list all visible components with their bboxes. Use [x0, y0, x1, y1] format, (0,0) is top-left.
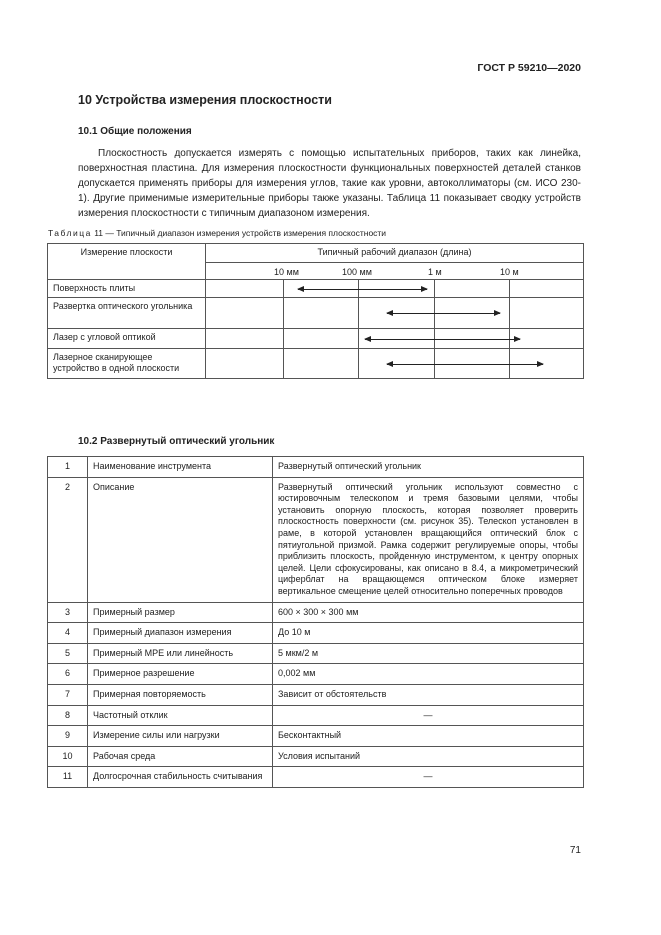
range-cell	[206, 280, 584, 298]
range-row-label: Лазерное сканирующее устройство в одной плоскости	[48, 349, 206, 379]
row-value: Бесконтактный	[273, 726, 584, 747]
table-caption-word: Таблица	[48, 228, 92, 238]
row-value: Зависит от обстоятельств	[273, 684, 584, 705]
row-value: Условия испытаний	[273, 746, 584, 767]
body-paragraph: Плоскостность допускается измерять с помощью испытательных приборов, таких как линейка, поверхностная пластина. Для измерения плоскостности функциональных поверхностей деталей станков допускается применять приборы для измерения углов, такие как уровни, автоколлиматоры (см. ИСО 230-1). Другие применимые измерительные приборы также указаны. Таблица 11 показывает сводку устройств измерения плоскостности с типичным диапазоном измерения.	[78, 148, 581, 219]
row-value: 0,002 мм	[273, 664, 584, 685]
row-number: 6	[48, 664, 88, 685]
row-number: 4	[48, 623, 88, 644]
row-value: Развернутый оптический угольник	[273, 457, 584, 478]
row-number: 8	[48, 705, 88, 726]
range-cell	[206, 349, 584, 379]
range-arrow	[365, 339, 520, 340]
page-number: 71	[569, 845, 581, 856]
range-arrow	[387, 364, 543, 365]
row-key: Наименование инструмента	[88, 457, 273, 478]
row-key: Измерение силы или нагрузки	[88, 726, 273, 747]
range-scale	[206, 263, 584, 280]
range-arrow	[298, 289, 427, 290]
row-value: Развернутый оптический угольник используют совместно с юстировочным телескопом и тремя базовыми целями, чтобы установить опорную плоскость, которая позволяет проверить плоскостность поверхности (см. рисунок 35). Телескоп установлен в раме, в которой установлен вращающийся оптический блок с пятиугольной призмой. Рамка содержит регулируемые опоры, чтобы приблизить плоскость, пройденную инструментом, к центру опорных целей. Цели сфокусированы, как описано в 8.4, а микрометрический циферблат на вращающемся оптическом блоке измеряет вертикальное смещение целей относительно поперечных проводов	[273, 477, 584, 602]
row-value: —	[273, 767, 584, 788]
row-number: 10	[48, 746, 88, 767]
row-number: 9	[48, 726, 88, 747]
row-key: Описание	[88, 477, 273, 602]
range-row-label: Поверхность плиты	[48, 280, 206, 298]
row-key: Примерный МРЕ или линейность	[88, 643, 273, 664]
instrument-table	[47, 456, 584, 788]
range-cell	[206, 329, 584, 349]
subsection-title: 10.2 Развернутый оптический угольник	[78, 436, 275, 447]
range-row-label: Развертка оптического угольника	[48, 298, 206, 329]
range-row-label: Лазер с угловой оптикой	[48, 329, 206, 349]
table-caption-text: 11 — Типичный диапазон измерения устройств измерения плоскостности	[91, 228, 387, 238]
row-key: Долгосрочная стабильность считывания	[88, 767, 273, 788]
row-key: Рабочая среда	[88, 746, 273, 767]
scale-tick: 10 мм	[274, 267, 299, 277]
row-key: Примерное разрешение	[88, 664, 273, 685]
row-value: 600 × 300 × 300 мм	[273, 602, 584, 623]
row-value: 5 мкм/2 м	[273, 643, 584, 664]
row-key: Примерная повторяемость	[88, 684, 273, 705]
row-number: 11	[48, 767, 88, 788]
row-value: До 10 м	[273, 623, 584, 644]
row-number: 5	[48, 643, 88, 664]
range-cell	[206, 298, 584, 329]
section-title: 10 Устройства измерения плоскостности	[78, 93, 332, 107]
range-table-col1-header: Измерение плоскости	[48, 244, 206, 280]
range-table-col2-header: Типичный рабочий диапазон (длина)	[206, 244, 584, 263]
scale-tick: 100 мм	[342, 267, 372, 277]
scale-tick: 1 м	[428, 267, 442, 277]
row-key: Частотный отклик	[88, 705, 273, 726]
scale-tick: 10 м	[500, 267, 519, 277]
row-key: Примерный размер	[88, 602, 273, 623]
subsection-title: 10.1 Общие положения	[78, 126, 192, 137]
row-value: —	[273, 705, 584, 726]
row-number: 7	[48, 684, 88, 705]
row-number: 2	[48, 477, 88, 602]
standard-header: ГОСТ Р 59210—2020	[477, 62, 581, 74]
range-arrow	[387, 313, 500, 314]
range-table	[47, 243, 584, 379]
row-key: Примерный диапазон измерения	[88, 623, 273, 644]
row-number: 3	[48, 602, 88, 623]
row-number: 1	[48, 457, 88, 478]
table-caption	[48, 228, 386, 238]
